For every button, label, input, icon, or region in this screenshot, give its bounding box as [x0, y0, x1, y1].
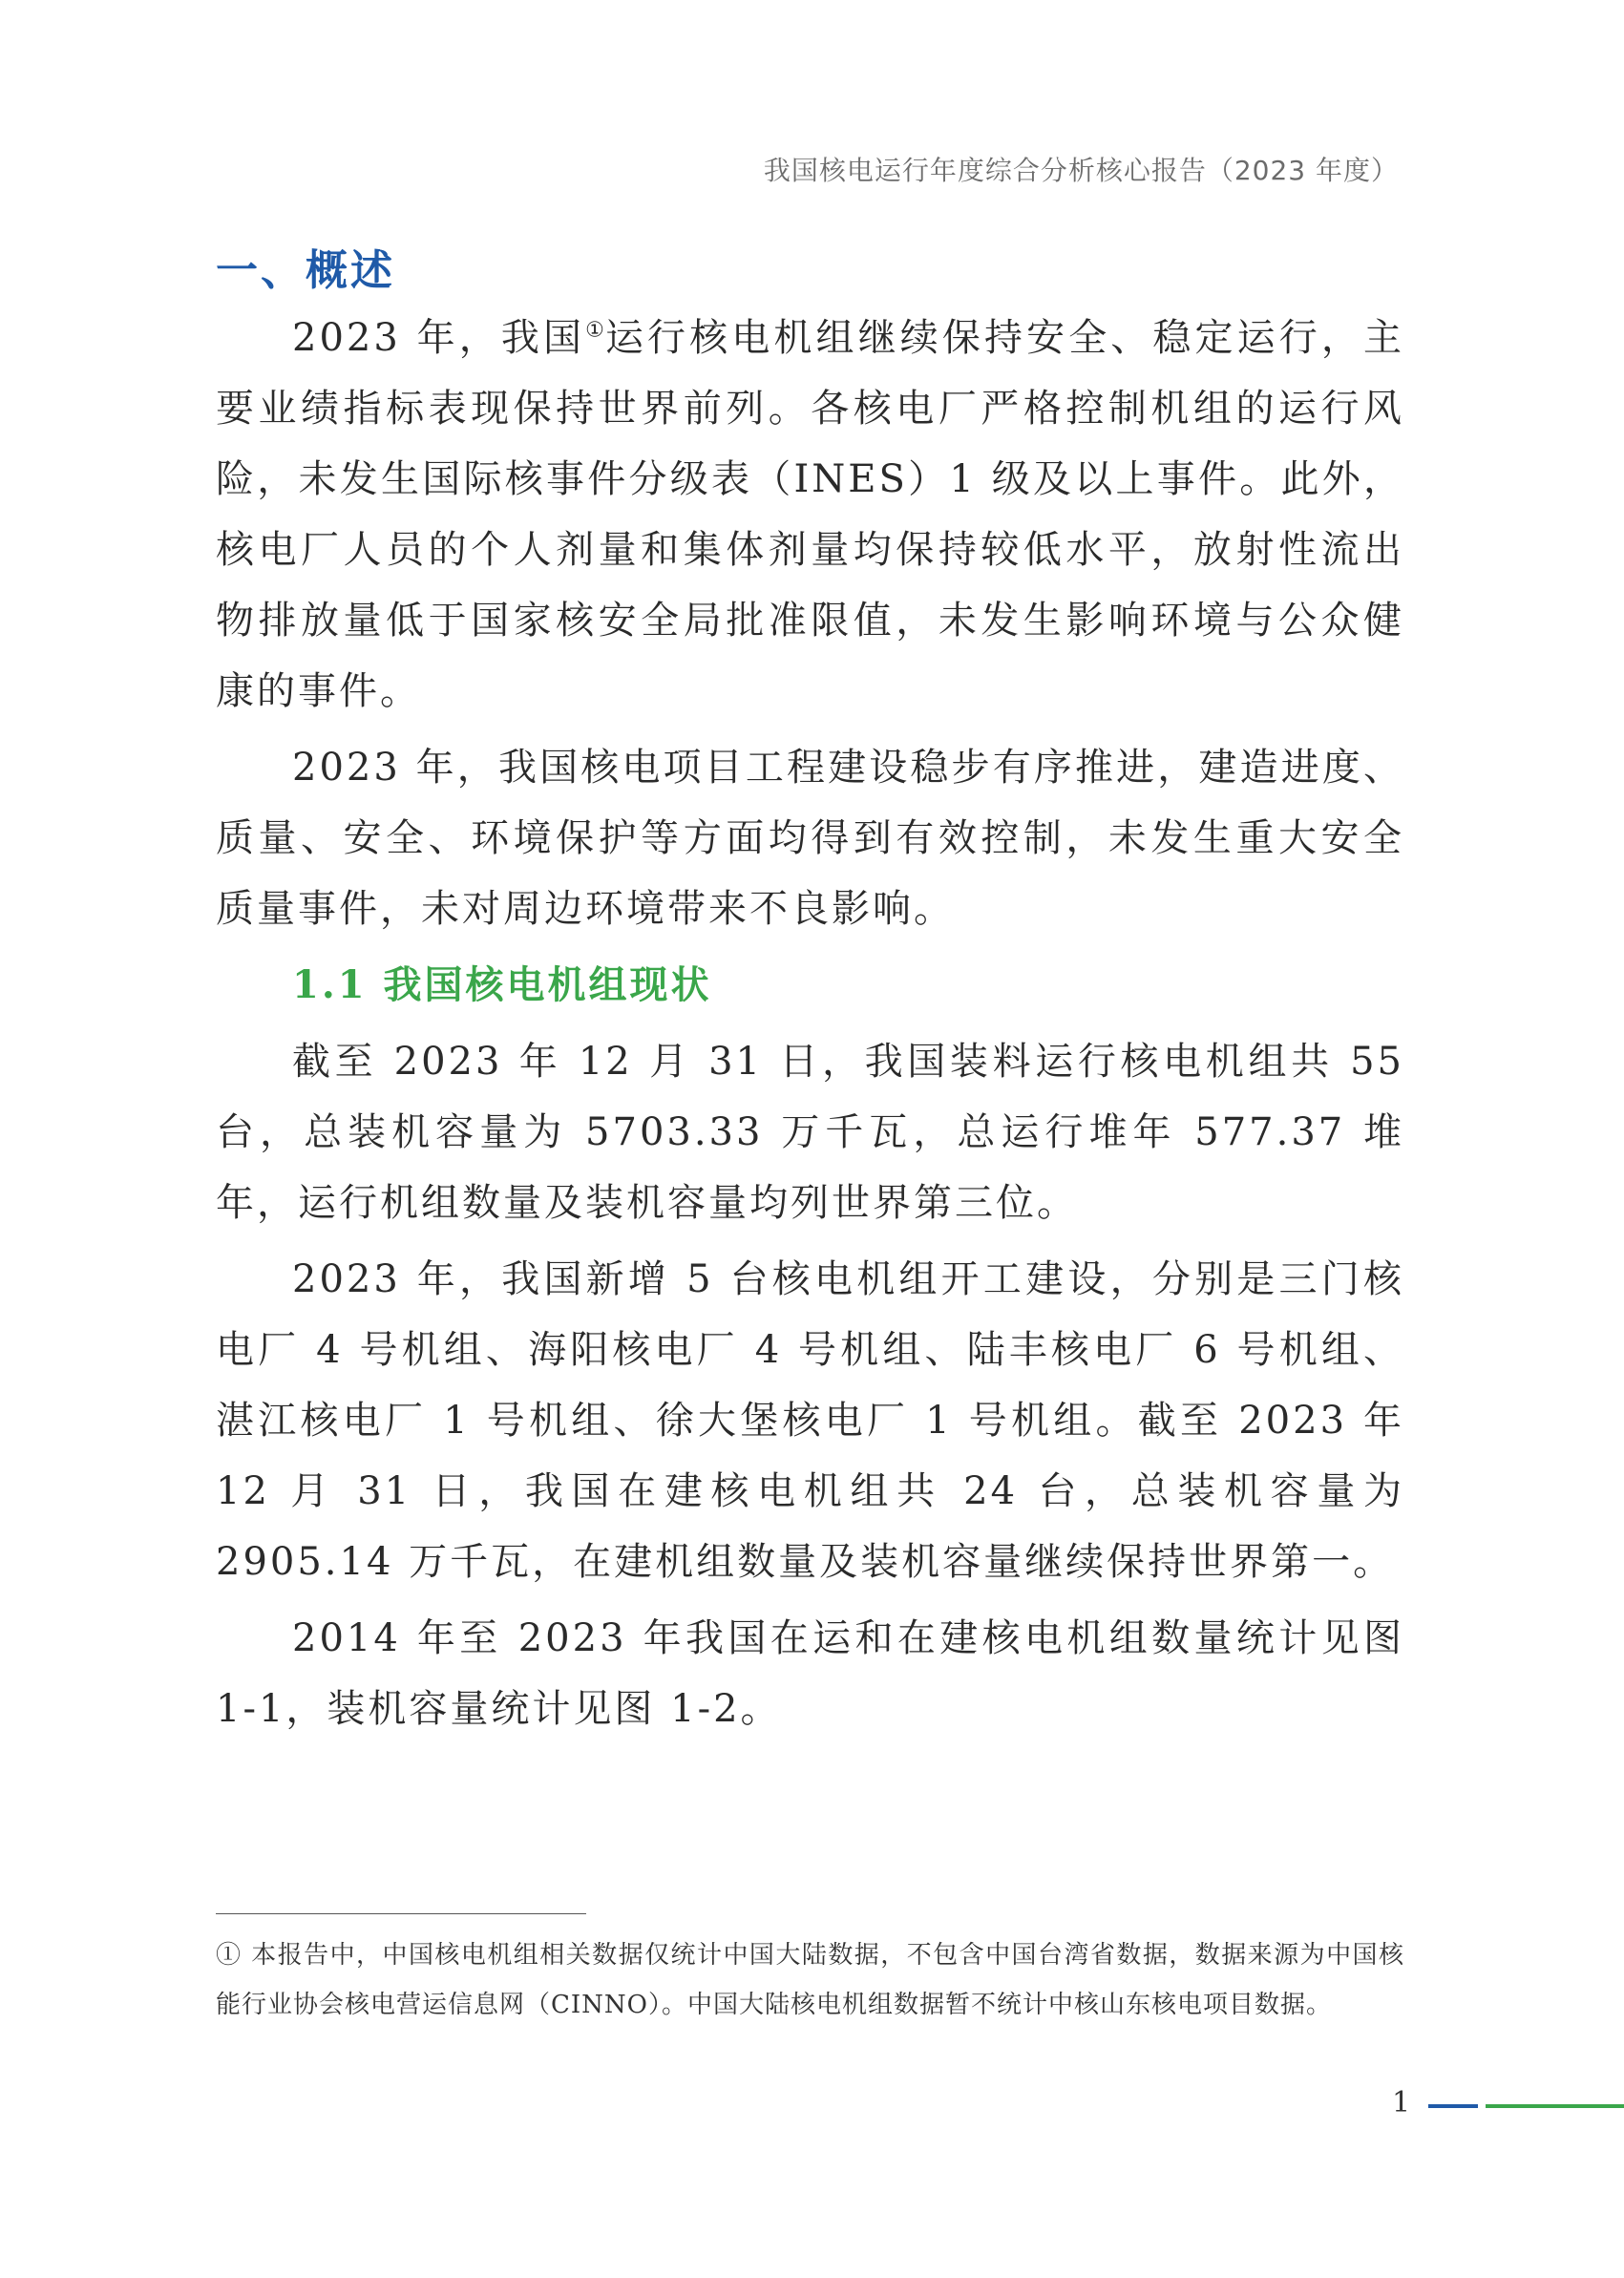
section-title: 一、概述 [216, 246, 395, 295]
footer-accent-bar-green [1486, 2104, 1624, 2108]
footnote-marker[interactable]: ① [585, 318, 605, 343]
running-header: 我国核电运行年度综合分析核心报告（2023 年度） [763, 155, 1399, 186]
overview-paragraph-1-rest: 运行核电机组继续保持安全、稳定运行，主要业绩指标表现保持世界前列。各核电厂严格控制机组的运行风险，未发生国际核事件分级表（INES）1 级及以上事件。此外，核电厂人员的个人剂量和集体剂量均保持较低水平，放射性流出物排放量低于国家核安全局批准限值，未发生影响环境与公众健康的事件。 [216, 316, 1404, 713]
page-number: 1 [1392, 2086, 1411, 2120]
overview-paragraph-2: 2023 年，我国核电项目工程建设稳步有序推进，建造进度、质量、安全、环境保护等方面均得到有效控制，未发生重大安全质量事件，未对周边环境带来不良影响。 [216, 746, 1404, 931]
status-paragraph-3: 2014 年至 2023 年我国在运和在建核电机组数量统计见图 1-1，装机容量统计见图 1-2。 [216, 1616, 1404, 1731]
status-paragraph-2: 2023 年，我国新增 5 台核电机组开工建设，分别是三门核电厂 4 号机组、海阳核电厂 4 号机组、陆丰核电厂 6 号机组、湛江核电厂 1 号机组、徐大堡核电厂 1 号机组。截至 2023 年 12 月 31 日，我国在建核电机组共 24 台，总装机容量为 2905.14 万千瓦，在建机组数量及装机容量继续保持世界第一。 [216, 1257, 1404, 1584]
footer-accent-bar-blue [1428, 2104, 1478, 2108]
overview-paragraph-1-start: 2023 年，我国 [292, 316, 586, 360]
subsection-title: 1.1 我国核电机组现状 [292, 962, 712, 1007]
overview-paragraph-1 [216, 303, 1404, 727]
footnote-divider [216, 1913, 586, 1914]
status-paragraph-1: 截至 2023 年 12 月 31 日，我国装料运行核电机组共 55 台，总装机容量为 5703.33 万千瓦，总运行堆年 577.37 堆年，运行机组数量及装机容量均列世界第三位。 [216, 1040, 1404, 1225]
footnote: ① 本报告中，中国核电机组相关数据仅统计中国大陆数据，不包含中国台湾省数据，数据来源为中国核能行业协会核电营运信息网（CINNO）。中国大陆核电机组数据暂不统计中核山东核电项目数据。 [216, 1941, 1404, 2019]
main-content [216, 243, 1404, 1750]
